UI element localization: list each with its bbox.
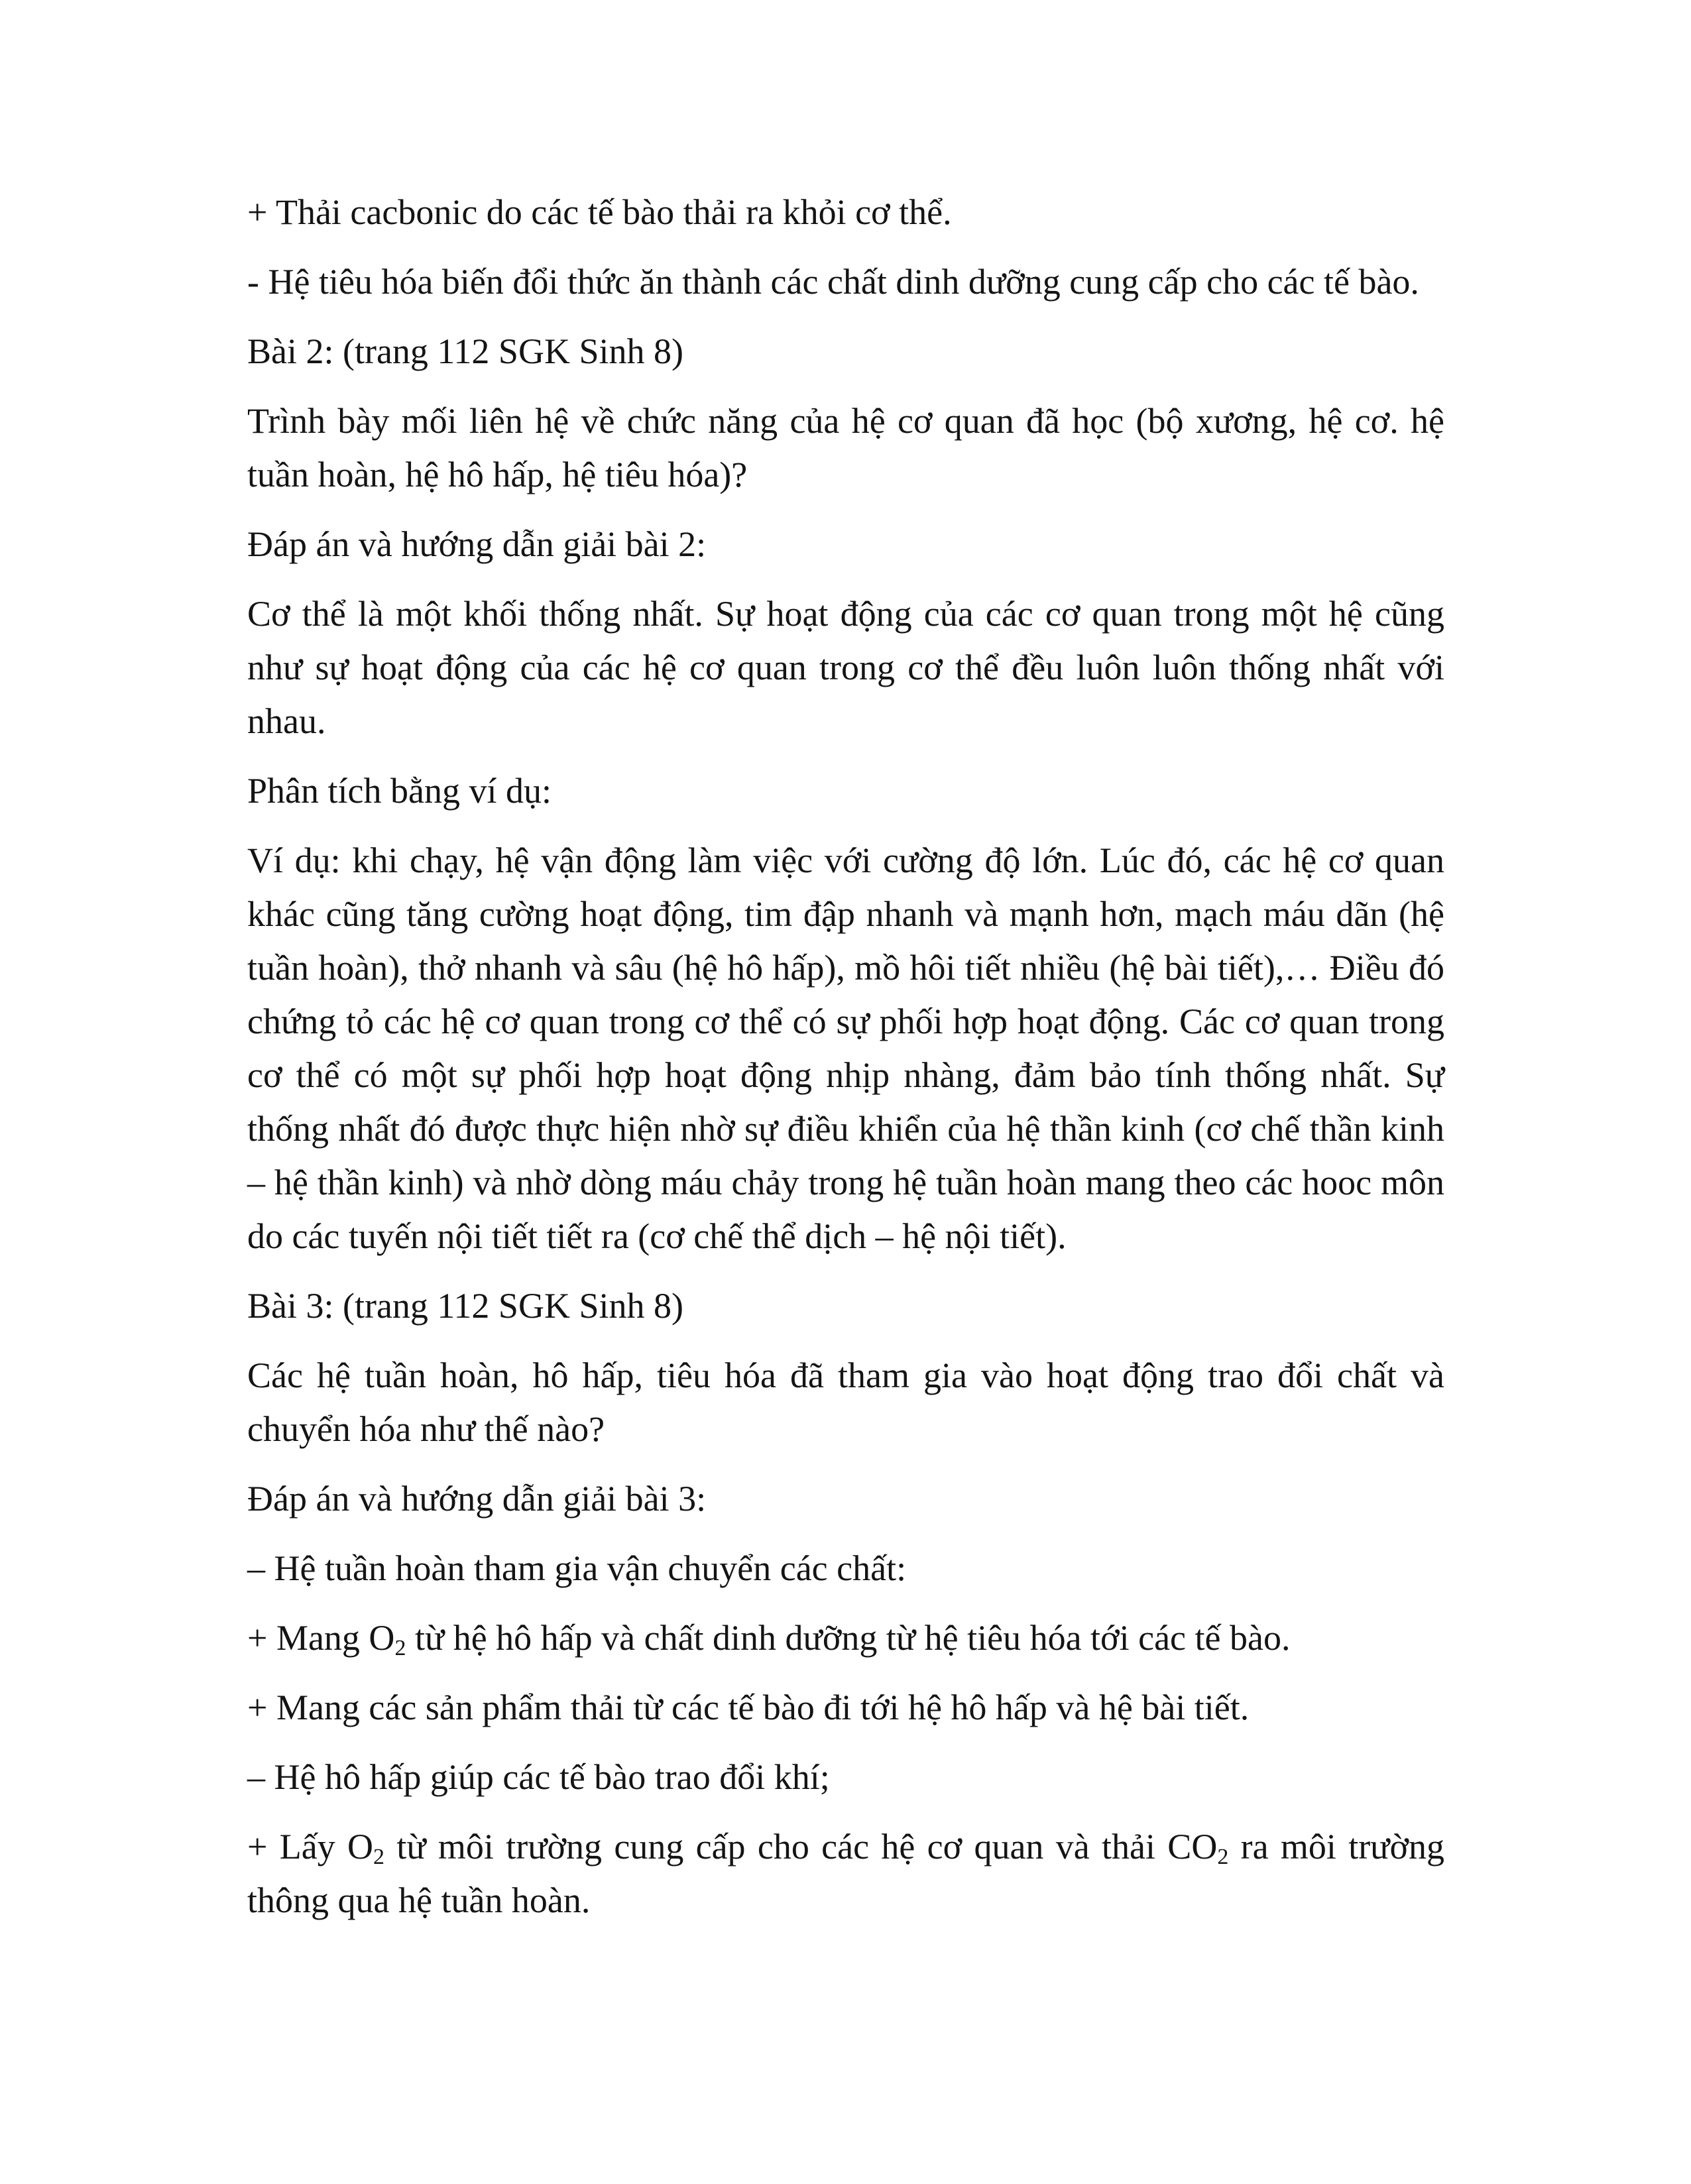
exercise-2-example-paragraph: Ví dụ: khi chạy, hệ vận động làm việc với cường độ lớn. Lúc đó, các hệ cơ quan khác cũng tăng cường hoạt động, tim đập nhanh và mạnh hơn, mạch máu dãn (hệ tuần hoàn), thở nhanh và sâu (hệ hô hấp), mồ hôi tiết nhiều (hệ bài tiết),… Điều đó chứng tỏ các hệ cơ quan trong cơ thể có sự phối hợp hoạt động. Các cơ quan trong cơ thể có một sự phối hợp hoạt động nhịp nhàng, đảm bảo tính thống nhất. Sự thống nhất đó được thực hiện nhờ sự điều khiển của hệ thần kinh (cơ chế thần kinh – hệ thần kinh) và nhờ dòng máu chảy trong hệ tuần hoàn mang theo các hooc môn do các tuyến nội tiết tiết ra (cơ chế thể dịch – hệ nội tiết). [247, 840, 1444, 1256]
text-segment: từ hệ hô hấp và chất dinh dưỡng từ hệ tiêu hóa tới các tế bào. [406, 1618, 1291, 1658]
circulatory-bullet-waste: + Mang các sản phẩm thải từ các tế bào đi tới hệ hô hấp và hệ bài tiết. [247, 1688, 1250, 1727]
circulatory-bullet-oxygen [247, 1611, 1444, 1665]
text-segment: + Lấy O [247, 1827, 374, 1867]
exercise-2-analysis-heading: Phân tích bằng ví dụ: [247, 771, 552, 811]
subscript-2: 2 [373, 1845, 385, 1869]
exercise-2-answer-paragraph: Cơ thể là một khối thống nhất. Sự hoạt động của các cơ quan trong một hệ cũng như sự hoạt động của các hệ cơ quan trong cơ thể đều luôn luôn thống nhất với nhau. [247, 594, 1444, 741]
exercise-2-heading: Bài 2: (trang 112 SGK Sinh 8) [247, 331, 683, 371]
exercise-2-answer-heading: Đáp án và hướng dẫn giải bài 2: [247, 524, 707, 564]
document-page [247, 186, 1444, 1943]
respiratory-system-item: – Hệ hô hấp giúp các tế bào trao đổi khí; [247, 1757, 830, 1797]
bullet-co2-excretion: + Thải cacbonic do các tế bào thải ra khỏi cơ thể. [247, 192, 952, 232]
subscript-2: 2 [394, 1636, 406, 1660]
text-segment: + Mang O [247, 1618, 395, 1658]
exercise-3-answer-heading: Đáp án và hướng dẫn giải bài 3: [247, 1479, 707, 1519]
text-segment: ra môi trường thông qua hệ tuần hoàn. [247, 1827, 1445, 1920]
exercise-3-question: Các hệ tuần hoàn, hô hấp, tiêu hóa đã tham gia vào hoạt động trao đổi chất và chuyển hóa như thế nào? [247, 1355, 1444, 1449]
exercise-3-heading: Bài 3: (trang 112 SGK Sinh 8) [247, 1286, 683, 1326]
text-segment: từ môi trường cung cấp cho các hệ cơ quan và thải CO [384, 1827, 1218, 1867]
subscript-2: 2 [1217, 1845, 1229, 1869]
respiratory-bullet-gas-exchange [247, 1820, 1444, 1927]
circulatory-system-item: – Hệ tuần hoàn tham gia vận chuyển các chất: [247, 1548, 907, 1588]
bullet-digestive-system: - Hệ tiêu hóa biến đổi thức ăn thành các chất dinh dưỡng cung cấp cho các tế bào. [247, 262, 1419, 302]
exercise-2-question: Trình bày mối liên hệ về chức năng của hệ cơ quan đã học (bộ xương, hệ cơ. hệ tuần hoàn, hệ hô hấp, hệ tiêu hóa)? [247, 401, 1444, 494]
